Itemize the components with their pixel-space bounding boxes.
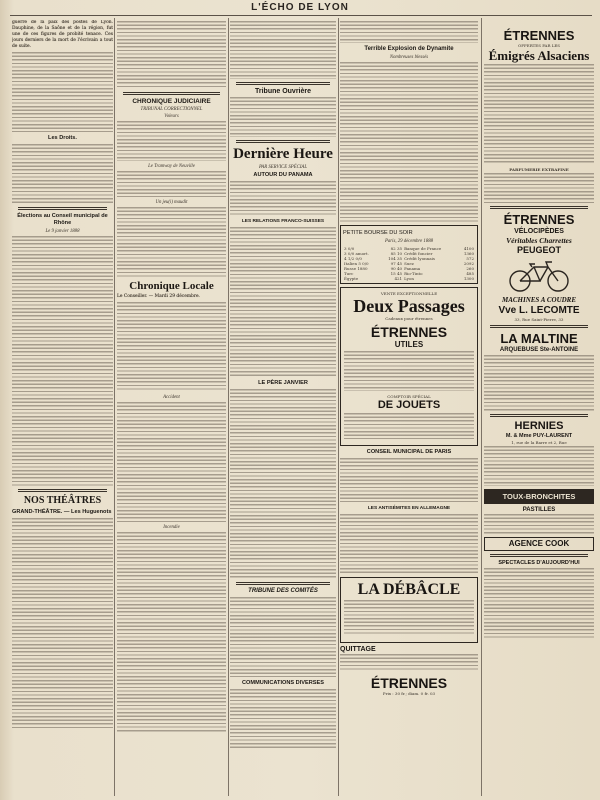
comptoir-label: COMPTOIR SPÉCIAL [387, 394, 431, 399]
article-text-block [484, 568, 594, 638]
bicycle-icon [504, 259, 574, 293]
agence-cook-title: AGENCE COOK [508, 539, 570, 548]
article-text-block [12, 144, 113, 204]
separator [490, 206, 588, 209]
bourse-value: 485 [466, 271, 474, 276]
tribunal-subhead: TRIBUNAL CORRECTIONNEL [140, 107, 203, 112]
article-text-block [117, 207, 226, 277]
bourse-value: 85 10 [390, 251, 403, 256]
deux-passages-title: Deux Passages [353, 296, 465, 316]
toux-title: TOUX-BRONCHITES [502, 492, 576, 501]
bourse-value: 572 [466, 256, 474, 261]
bourse-value: 1300 [463, 276, 474, 281]
article-text-block [117, 402, 226, 522]
column-divider [228, 18, 229, 796]
deux-passages-ad [340, 287, 478, 446]
bourse-date: Paris, 29 décembre 1888 [384, 239, 434, 244]
bourse-value: 97 45 [390, 261, 403, 266]
bourse-label: Lyon [404, 276, 414, 281]
ad-text-block [484, 355, 594, 411]
parfumerie-label: PARFUMERIE EXTRAFINE [509, 167, 569, 172]
headline-elections: Élections au Conseil municipal de Rhône [17, 212, 108, 226]
etrennes-utiles-sub: UTILES [394, 340, 424, 349]
article-text-block [12, 236, 113, 486]
bourse-label: Crédit foncier [404, 251, 433, 256]
etrennes-bottom-title: ÉTRENNES [370, 675, 448, 691]
machines-label: MACHINES A COUDRE [501, 296, 577, 304]
etrennes-title-2: ÉTRENNES [503, 212, 575, 227]
article-text: guerre de la paix des postes de Lyon. Dauphine, de la Saône et de la région, fut une de ces figures de probité tenace. Ces jours derniers de la mort de l'écrivain a tout de suite. [12, 20, 113, 49]
article-text-block [230, 689, 336, 749]
etrennes-bottom-line: Prix : 30 fr.; diam. 0 fr. 03 [382, 691, 436, 696]
bourse-row [343, 276, 475, 281]
theatre-subhead: GRAND-THÉÂTRE. — Les Huguenots [12, 508, 112, 515]
offertes-label: OFFERTES PAR LES [517, 43, 561, 48]
column-divider [481, 18, 482, 796]
article-text-block [340, 62, 478, 222]
bourse-label: Suez [404, 261, 414, 266]
headline-pere-janvier: LE PÈRE JANVIER [258, 380, 308, 386]
column-1 [12, 20, 113, 796]
derniere-heure-sub: PAR SERVICE SPÉCIAL [258, 165, 308, 170]
article-text-block [340, 21, 478, 43]
explosion-sub: Nombreuses blessés [389, 55, 429, 60]
article-text-block [230, 97, 336, 137]
separator [490, 554, 588, 557]
deux-passages-sub: Cadeaux pour étrennes [385, 316, 433, 321]
article-text-block [117, 171, 226, 197]
masthead-rule [10, 15, 592, 16]
headline-communications: COMMUNICATIONS DIVERSES [242, 680, 324, 686]
separator [236, 82, 330, 85]
article-text-block [230, 389, 336, 579]
article-text-block [117, 302, 226, 392]
separator [490, 325, 588, 328]
headline-relations: LES RELATIONS FRANCO-SUISSES [241, 219, 325, 224]
bourse-label: Panama [404, 266, 421, 271]
headline-theatres: NOS THÉÂTRES [23, 494, 102, 506]
debacle-title: LA DÉBÂCLE [357, 581, 461, 598]
incendie-subhead: Incendie [163, 524, 180, 530]
bourse-value: 82 35 [390, 246, 403, 251]
bourse-box [340, 225, 478, 284]
separator [236, 582, 330, 585]
section-heading: Les Droits. [48, 134, 77, 141]
article-text-block [117, 121, 226, 161]
bourse-value: 4100 [463, 246, 474, 251]
voleurs-subhead: Voleurs [164, 114, 179, 119]
jouets-title: DE JOUETS [377, 399, 441, 411]
article-text-block [230, 21, 336, 79]
emigres-title: Émigrés Alsaciens [488, 48, 590, 63]
bourse-label: Crédit lyonnais [404, 256, 435, 261]
puy-laurent-label: M. & Mme PUY-LAURENT [505, 433, 573, 439]
headline-tribune-ouvriere: Tribune Ouvrière [254, 88, 312, 95]
puy-address: 1, rue de la Barre et 2, Rue [511, 440, 567, 445]
bourse-label: Russe 1880 [344, 266, 368, 271]
velocipedes-label: VÉLOCIPÈDES [514, 228, 564, 235]
ad-text-block [484, 446, 594, 486]
ad-text-block [484, 514, 594, 534]
separator [123, 92, 220, 95]
charrettes-label: Véritables Charrettes [506, 236, 572, 245]
accident-subhead: Accident [163, 394, 180, 400]
ad-text-block [344, 413, 474, 439]
masthead: L'ÉCHO DE LYON [251, 2, 349, 13]
hernies-title: HERNIES [514, 420, 564, 432]
separator [236, 140, 330, 143]
bourse-value: 2092 [463, 261, 474, 266]
arquebuse-label: ARQUEBUSE Ste-ANTOINE [499, 347, 579, 353]
article-text-block [340, 458, 478, 502]
article-text-block [230, 597, 336, 677]
etrennes-utiles-title: ÉTRENNES [370, 324, 448, 340]
bourse-value: 90 40 [390, 266, 403, 271]
bourse-label: 3 0/0 amort. [344, 251, 369, 256]
headline-antisemites: LES ANTISÉMITES EN ALLEMAGNE [367, 506, 451, 511]
article-text-block [12, 518, 113, 728]
elections-date: Le 9 janvier 1888 [45, 228, 80, 234]
bourse-table [343, 246, 475, 281]
pastilles-label: PASTILLES [522, 507, 556, 513]
etrennes-title: ÉTRENNES [503, 28, 575, 43]
bourse-value: 104 35 [388, 256, 403, 261]
article-text-block [117, 21, 226, 89]
toux-ad [484, 489, 594, 504]
headline-explosion: Terrible Explosion de Dynamite [364, 46, 454, 52]
headline-chronique-judiciaire: CHRONIQUE JUDICIAIRE [132, 98, 211, 105]
bourse-label: Turc [344, 271, 354, 276]
agence-cook-ad [484, 537, 594, 551]
separator [18, 207, 107, 210]
article-text-block [340, 654, 478, 672]
jeu-subhead: Un jeu(i) maudit [155, 200, 188, 205]
bourse-label: Italien 5 0/0 [344, 261, 369, 266]
article-text-block [117, 532, 226, 732]
bourse-value: 1360 [463, 251, 474, 256]
article-text-block [230, 227, 336, 377]
bourse-value: 421 [394, 276, 403, 281]
ad-text-block [484, 173, 594, 203]
article-text-block [340, 514, 478, 574]
column-2 [117, 20, 226, 796]
debacle-ad [340, 577, 478, 643]
bourse-label: Égypte [344, 276, 359, 281]
headline-tribune-comites: TRIBUNE DES COMITÉS [248, 588, 318, 594]
bourse-value: 15 45 [390, 271, 403, 276]
ad-text-block [344, 351, 474, 391]
peugeot-label: PEUGEOT [516, 245, 561, 255]
headline-panama: AUTOUR DU PANAMA [253, 172, 313, 178]
column-divider [338, 18, 339, 796]
article-text-block [12, 52, 113, 132]
column-divider [114, 18, 115, 796]
bourse-label: Banque de France [404, 246, 442, 251]
ad-text-block [344, 600, 474, 636]
bourse-label: Rio-Tinto [404, 271, 423, 276]
spectacles-title: SPECTACLES D'AUJOURD'HUI [498, 560, 580, 566]
column-3 [230, 20, 336, 796]
headline-derniere-heure: Dernière Heure [233, 146, 333, 162]
column-5 [484, 20, 594, 796]
ad-text-block [484, 64, 594, 164]
separator [490, 414, 588, 417]
bourse-title: PETITE BOURSE DU SOIR [343, 230, 413, 236]
bourse-value: 260 [466, 266, 474, 271]
headline-chronique-locale: Chronique Locale [129, 280, 214, 292]
separator [18, 489, 107, 492]
quittage-title: QUITTAGE [340, 646, 376, 653]
lecomte-label: Vve L. LECOMTE [498, 305, 580, 316]
maltine-title: LA MALTINE [500, 331, 578, 346]
bourse-label: 4 1/2 0/0 [344, 256, 362, 261]
ad-kicker: VENTE EXCEPTIONNELLE [380, 291, 438, 296]
locale-lead: Le Conseiller. — Mardi 29 décembre. [117, 294, 200, 299]
lecomte-address: 33, Rue Saint-Pierre, 33 [514, 317, 564, 322]
article-text-block [230, 181, 336, 215]
headline-conseil-municipal: CONSEIL MUNICIPAL DE PARIS [366, 449, 452, 455]
bourse-label: 3 0/0 [344, 246, 355, 251]
column-4 [340, 20, 478, 796]
tramway-subhead: Le Tramway de Neuville [148, 164, 195, 169]
